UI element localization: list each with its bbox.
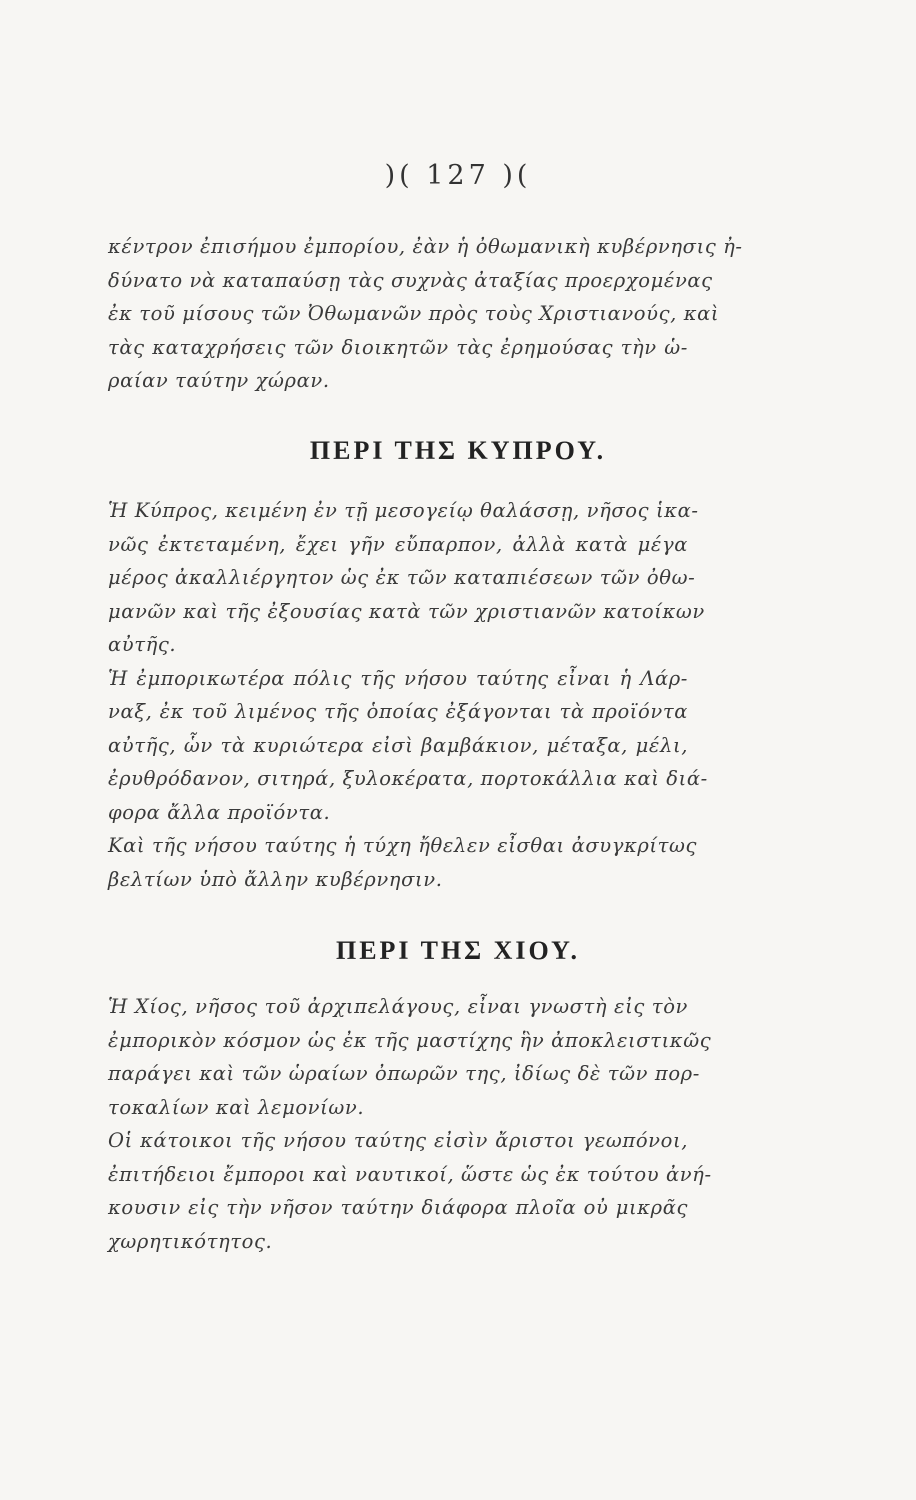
text-line: κέντρον ἐπισήμου ἐμπορίου, ἐὰν ἡ ὀθωμανικὴ κυβέρνησις ἠ- [108,235,743,258]
paragraph-chios [108,990,712,1258]
text-line: δύνατο νὰ καταπαύσῃ τὰς συχνὰς ἀταξίας προερχομένας [108,268,713,292]
text-line: παράγει καὶ τῶν ὡραίων ὀπωρῶν της, ἰδίως δὲ τῶν πορ- [108,1062,700,1085]
text-line: Ἡ ἐμπορικωτέρα πόλις τῆς νήσου ταύτης εἶναι ἡ Λάρ- [108,666,688,690]
text-line: τοκαλίων καὶ λεμονίων. [108,1095,365,1119]
text-line: φορα ἄλλα προϊόντα. [108,800,331,824]
paragraph-cyprus [108,494,708,896]
section-heading-chios: ΠΕΡΙ ΤΗΣ ΧΙΟΥ. [335,936,581,965]
text-line: μέρος ἀκαλλιέργητον ὡς ἐκ τῶν καταπιέσεων τῶν ὀθω- [108,566,696,589]
text-line: Καὶ τῆς νήσου ταύτης ἡ τύχη ἤθελεν εἶσθαι ἀσυγκρίτως [108,834,698,857]
text-line: ναξ, ἐκ τοῦ λιμένος τῆς ὁποίας ἐξάγονται τὰ προϊόντα [108,700,688,723]
text-line: ἐκ τοῦ μίσους τῶν Ὀθωμανῶν πρὸς τοὺς Χριστιανούς, καὶ [108,302,720,325]
text-line: Ἡ Κύπρος, κειμένη ἐν τῇ μεσογείῳ θαλάσσῃ, νῆσος ἱκα- [108,499,699,522]
page-number: )( 127 )( [384,160,532,191]
text-line: κουσιν εἰς τὴν νῆσον ταύτην διάφορα πλοῖα οὐ μικρᾶς [108,1196,688,1219]
text-line: τὰς καταχρήσεις τῶν διοικητῶν τὰς ἐρημούσας τὴν ὡ- [108,335,688,359]
text-line: βελτίων ὑπὸ ἄλλην κυβέρνησιν. [108,867,443,891]
text-line: ραίαν ταύτην χώραν. [108,369,330,392]
text-line: μανῶν καὶ τῆς ἐξουσίας κατὰ τῶν χριστιανῶν κατοίκων [108,599,705,623]
section-heading-cyprus: ΠΕΡΙ ΤΗΣ ΚΥΠΡΟΥ. [309,436,607,465]
paragraph-intro [108,230,743,398]
text-line: νῶς ἐκτεταμένη, ἔχει γῆν εὔπαρπον, ἀλλὰ κατὰ μέγα [108,532,688,556]
text-line: αὐτῆς. [108,633,177,656]
text-line: ἐπιτήδειοι ἔμποροι καὶ ναυτικοί, ὥστε ὡς ἐκ τούτου ἀνή- [108,1162,712,1186]
text-line: Οἱ κάτοικοι τῆς νήσου ταύτης εἰσὶν ἄριστοι γεωπόνοι, [108,1129,688,1152]
text-line: ἐμπορικὸν κόσμον ὡς ἐκ τῆς μαστίχης ἣν ἀποκλειστικῶς [108,1028,712,1052]
text-line: ἐρυθρόδανον, σιτηρά, ξυλοκέρατα, πορτοκάλλια καὶ διά- [108,767,708,790]
text-line: χωρητικότητος. [108,1229,273,1253]
text-line: Ἡ Χίος, νῆσος τοῦ ἀρχιπελάγους, εἶναι γνωστὴ εἰς τὸν [108,995,688,1018]
text-line: αὐτῆς, ὧν τὰ κυριώτερα εἰσὶ βαμβάκιον, μέταξα, μέλι, [108,733,688,757]
